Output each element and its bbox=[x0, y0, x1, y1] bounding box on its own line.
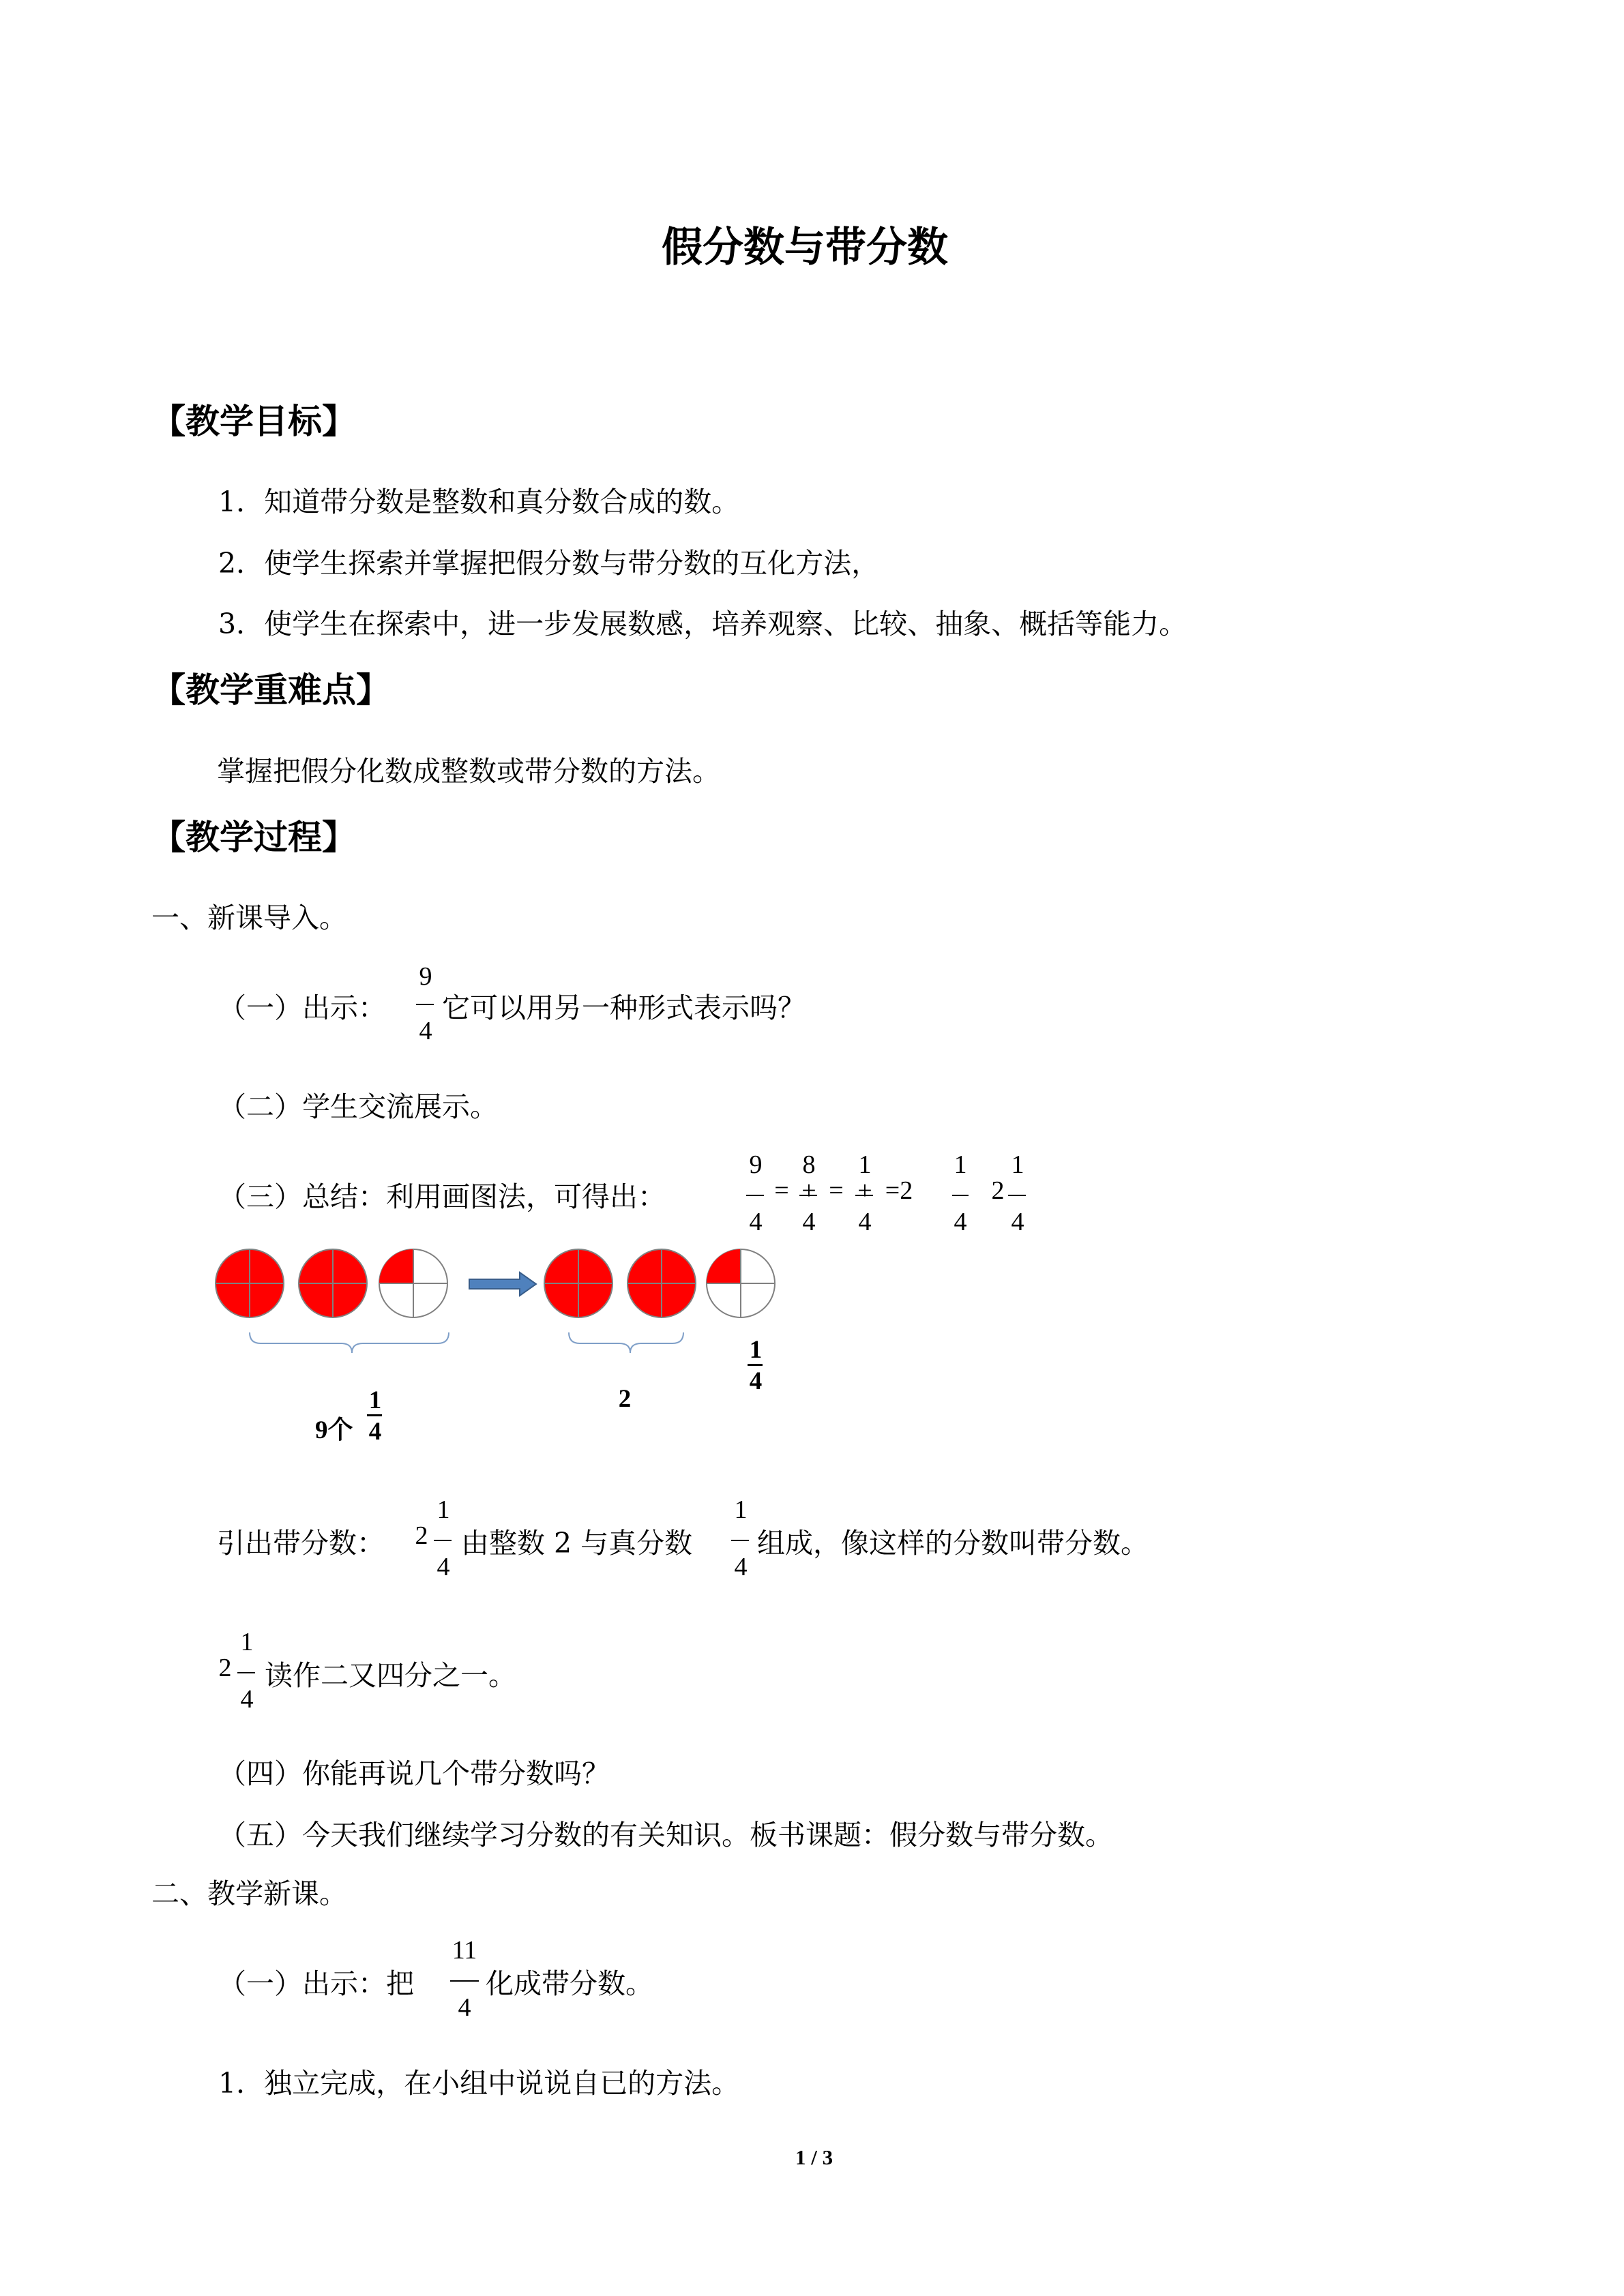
part2-frac-bar bbox=[450, 1980, 479, 1982]
part1-step3-prefix: （三）总结：利用画图法，可得出： bbox=[218, 1180, 666, 1213]
intro-frac-bar bbox=[434, 1540, 452, 1541]
part1-step1-prefix: （一）出示： bbox=[218, 992, 386, 1024]
page-number: 1 / 3 bbox=[795, 2145, 833, 2169]
part2-step1-prefix: （一）出示：把 bbox=[218, 1967, 414, 2000]
intro-frac-num: 1 bbox=[437, 1495, 450, 1524]
part1-title: 一、新课导入。 bbox=[151, 901, 347, 934]
process-heading: 【教学过程】 bbox=[151, 817, 356, 857]
intro-whole: 2 bbox=[415, 1521, 428, 1550]
intro-mid: 由整数 2 与真分数 bbox=[461, 1527, 693, 1560]
fraction-numerator: 9 bbox=[419, 962, 432, 991]
keypoints-text: 掌握把假分化数成整数或带分数的方法。 bbox=[217, 755, 720, 788]
part2-step1-suffix: 化成带分数。 bbox=[486, 1967, 653, 2000]
part2-frac-num: 11 bbox=[452, 1936, 477, 1965]
eq-op5: =2 bbox=[885, 1176, 913, 1205]
full-circle bbox=[216, 1249, 284, 1317]
read-frac-den: 4 bbox=[240, 1685, 254, 1714]
full-circle bbox=[628, 1249, 696, 1317]
eq-f4-den: 4 bbox=[954, 1208, 967, 1236]
part1-step4: （四）你能再说几个带分数吗？ bbox=[218, 1757, 610, 1790]
eq-f5-bar bbox=[1008, 1195, 1026, 1196]
objective-item-2: 2．使学生探索并掌握把假分数与带分数的互化方法， bbox=[218, 547, 880, 580]
full-circle bbox=[299, 1249, 367, 1317]
read-text: 读作二又四分之一。 bbox=[265, 1659, 516, 1692]
diagram-label-whole: 2 bbox=[618, 1385, 632, 1413]
diagram-label-quarter-bar bbox=[748, 1364, 763, 1366]
diagram-label-frac-num: 1 bbox=[368, 1386, 382, 1414]
eq-f4-bar bbox=[952, 1195, 969, 1196]
part1-step2: （二）学生交流展示。 bbox=[218, 1090, 498, 1123]
diagram-label-quarter-den: 4 bbox=[749, 1367, 763, 1395]
intro-frac-den: 4 bbox=[437, 1553, 450, 1581]
read-frac-num: 1 bbox=[240, 1628, 254, 1656]
diagram-label-count: 9个 bbox=[315, 1416, 353, 1444]
objectives-heading: 【教学目标】 bbox=[151, 401, 356, 441]
read-frac-bar bbox=[237, 1672, 255, 1673]
eq-op2: + bbox=[801, 1176, 816, 1205]
intro-suffix: 组成，像这样的分数叫带分数。 bbox=[757, 1527, 1149, 1560]
full-circle bbox=[544, 1249, 612, 1317]
eq-result-whole: 2 bbox=[991, 1176, 1005, 1205]
eq-op1: = bbox=[774, 1176, 789, 1205]
part1-step5: （五）今天我们继续学习分数的有关知识。板书课题：假分数与带分数。 bbox=[218, 1819, 1113, 1851]
brace-left bbox=[250, 1332, 449, 1353]
arrow-right-icon bbox=[469, 1272, 536, 1296]
eq-f4-num: 1 bbox=[954, 1150, 967, 1179]
eq-f1-bar bbox=[746, 1195, 764, 1196]
intro-frac2-den: 4 bbox=[734, 1553, 748, 1581]
objective-item-3: 3．使学生在探索中，进一步发展数感，培养观察、比较、抽象、概括等能力。 bbox=[218, 608, 1187, 640]
eq-op4: + bbox=[857, 1176, 872, 1205]
part2-frac-den: 4 bbox=[458, 1993, 471, 2022]
part2-title: 二、教学新课。 bbox=[151, 1877, 347, 1910]
diagram-label-frac-den: 4 bbox=[368, 1418, 382, 1446]
fraction-bar bbox=[416, 1004, 434, 1005]
fraction-diagram bbox=[205, 1248, 805, 1459]
eq-f5-den: 4 bbox=[1011, 1208, 1024, 1236]
part1-step1-suffix: 它可以用另一种形式表示吗？ bbox=[442, 992, 806, 1024]
intro-frac2-num: 1 bbox=[734, 1495, 748, 1524]
eq-f2-num: 8 bbox=[802, 1150, 816, 1179]
objective-item-1: 1．知道带分数是整数和真分数合成的数。 bbox=[218, 486, 740, 518]
intro-frac2-bar bbox=[731, 1540, 749, 1541]
eq-f5-num: 1 bbox=[1011, 1150, 1024, 1179]
eq-f1-num: 9 bbox=[749, 1150, 763, 1179]
eq-f3-den: 4 bbox=[858, 1208, 872, 1236]
quarter-circle bbox=[707, 1249, 775, 1317]
brace-middle bbox=[569, 1332, 683, 1353]
eq-f1-den: 4 bbox=[749, 1208, 763, 1236]
page-title: 假分数与带分数 bbox=[662, 224, 948, 271]
read-whole: 2 bbox=[218, 1654, 232, 1682]
intro-prefix: 引出带分数： bbox=[217, 1527, 385, 1560]
eq-op3: = bbox=[829, 1176, 844, 1205]
diagram-label-frac-bar bbox=[367, 1414, 382, 1416]
part2-item1: 1．独立完成，在小组中说说自已的方法。 bbox=[218, 2067, 740, 2100]
eq-f2-den: 4 bbox=[802, 1208, 816, 1236]
quarter-circle bbox=[379, 1249, 447, 1317]
keypoints-heading: 【教学重难点】 bbox=[151, 670, 390, 710]
diagram-label-quarter-num: 1 bbox=[749, 1336, 763, 1364]
eq-f3-num: 1 bbox=[858, 1150, 872, 1179]
fraction-denominator: 4 bbox=[419, 1017, 432, 1045]
